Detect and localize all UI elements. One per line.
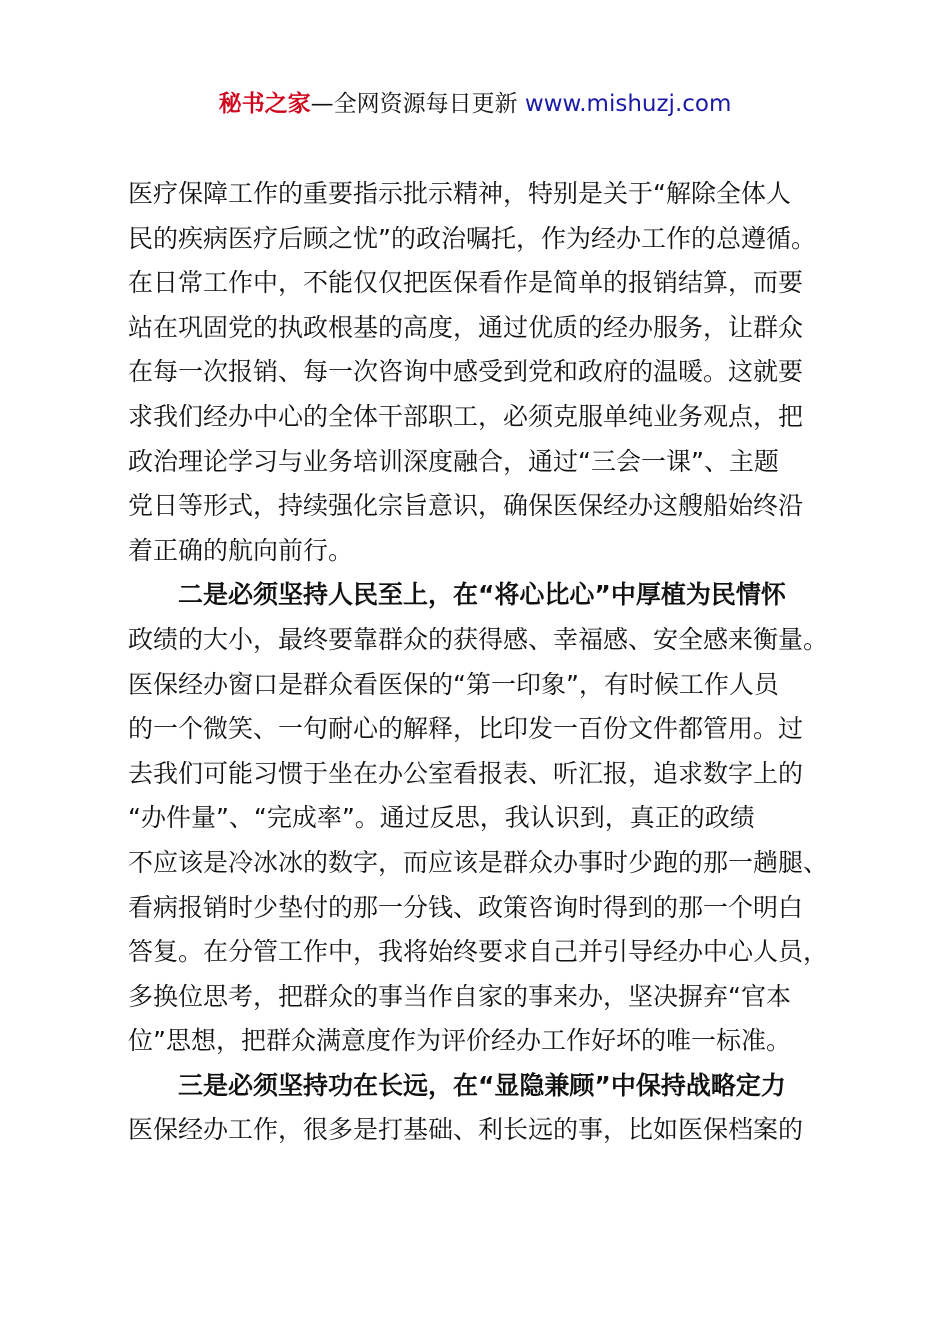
text-line: 在日常工作中，不能仅仅把医保看作是简单的报销结算，而要 [128, 268, 804, 298]
text-line: 政治理论学习与业务培训深度融合，通过“三会一课”、主题 [128, 446, 779, 476]
text-line: 在每一次报销、每一次咨询中感受到党和政府的温暖。这就要 [128, 357, 804, 387]
text-line: 医疗保障工作的重要指示批示精神，特别是关于“解除全体人 [128, 179, 791, 208]
text-line: 看病报销时少垫付的那一分钱、政策咨询时得到的那一个明白 [128, 892, 804, 922]
text-line: 着正确的航向前行。 [128, 535, 354, 565]
brand-name: 秘书之家 [218, 91, 311, 117]
text-line: 站在巩固党的执政根基的高度，通过优质的经办服务，让群众 [128, 312, 804, 342]
site-header [0, 86, 950, 122]
text-line: “办件量”、“完成率”。通过反思，我认识到，真正的政绩 [128, 803, 755, 833]
text-line: 不应该是冷冰冰的数字，而应该是群众办事时少跑的那一趟腿、 [128, 847, 829, 877]
text-line: 求我们经办中心的全体干部职工，必须克服单纯业务观点，把 [128, 401, 804, 431]
text-line: 答复。在分管工作中，我将始终要求自己并引导经办中心人员， [128, 937, 829, 967]
header-tagline: —全网资源每日更新 [310, 91, 525, 117]
text-line: 多换位思考，把群众的事当作自家的事来办，坚决摒弃“官本 [128, 981, 791, 1011]
text-line: 去我们可能习惯于坐在办公室看报表、听汇报，追求数字上的 [128, 758, 804, 788]
section-heading-2: 二是必须坚持人民至上，在“将心比心”中厚植为民情怀 [178, 580, 786, 610]
section-heading-3: 三是必须坚持功在长远，在“显隐兼顾”中保持战略定力 [178, 1070, 786, 1100]
text-line: 位”思想，把群众满意度作为评价经办工作好坏的唯一标准。 [128, 1026, 791, 1056]
text-line: 民的疾病医疗后顾之忧”的政治嘱托，作为经办工作的总遵循。 [128, 223, 816, 253]
text-line: 医保经办窗口是群众看医保的“第一印象”，有时候工作人员 [128, 669, 779, 699]
text-line: 的一个微笑、一句耐心的解释，比印发一百份文件都管用。过 [128, 714, 804, 744]
document-body [128, 172, 838, 1153]
text-line: 党日等形式，持续强化宗旨意识，确保医保经办这艘船始终沿 [128, 491, 804, 521]
site-url-link[interactable]: www.mishuzj.com [524, 91, 732, 117]
text-line: 政绩的大小，最终要靠群众的获得感、幸福感、安全感来衡量。 [128, 624, 829, 654]
text-line: 医保经办工作，很多是打基础、利长远的事，比如医保档案的 [128, 1115, 804, 1145]
